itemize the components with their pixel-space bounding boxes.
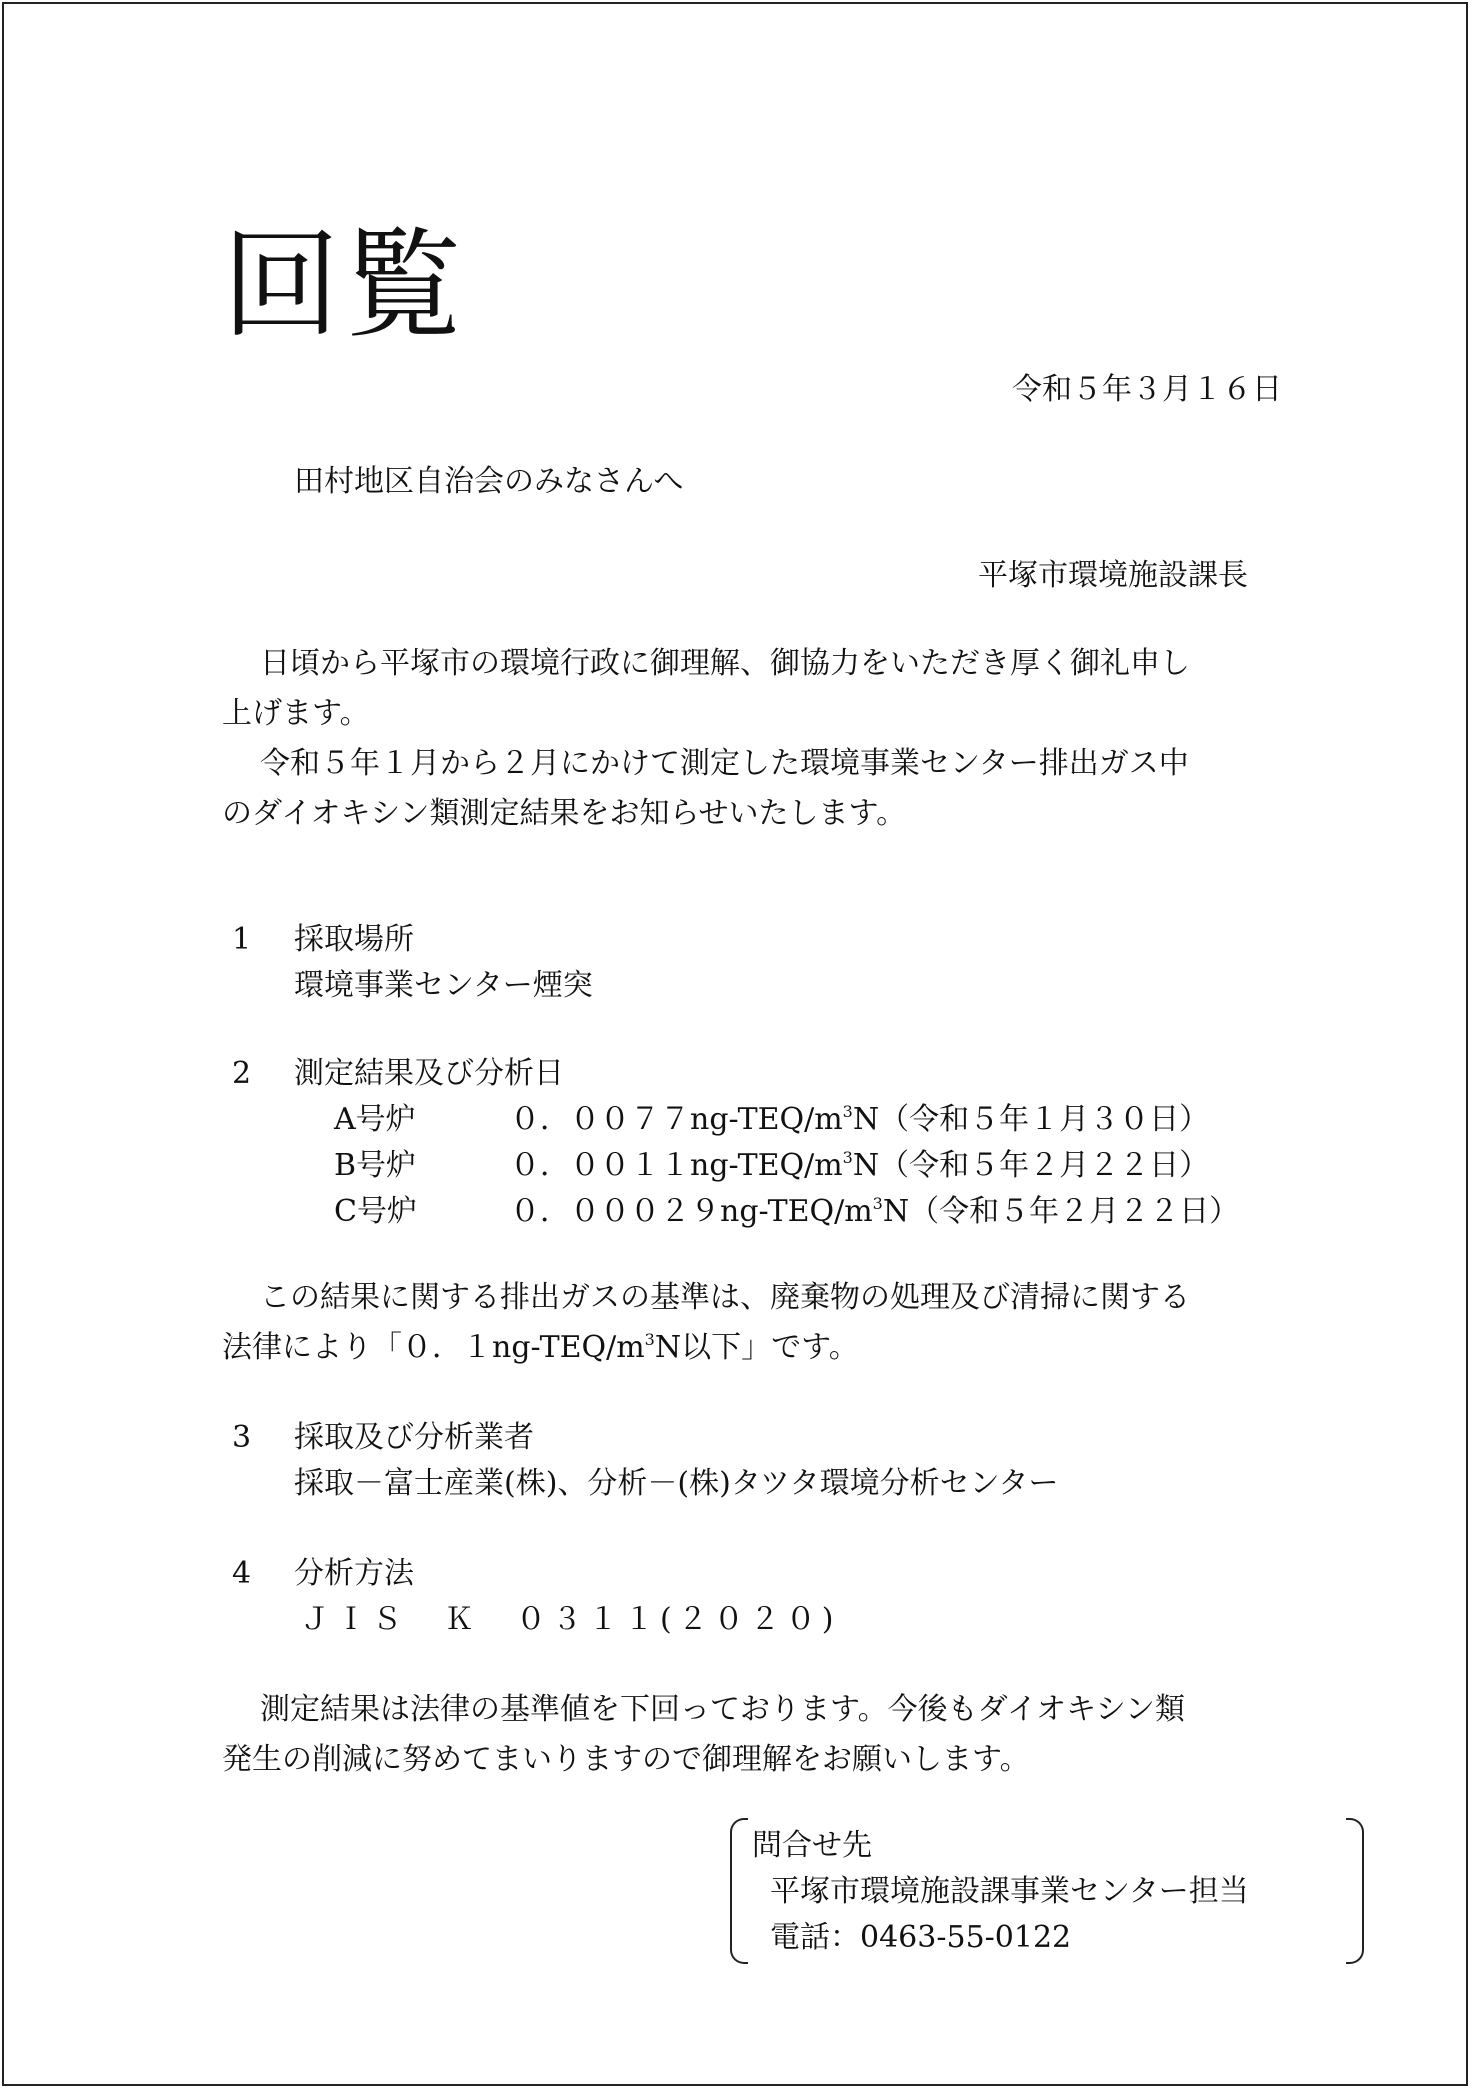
result-label-a: A号炉 (334, 1102, 416, 1137)
contact-phone: 電話：0463-55-0122 (770, 1920, 1072, 1955)
section1-text: 環境事業センター煙突 (294, 968, 593, 1003)
section4-number: 4 (232, 1556, 252, 1591)
contact-bracket-right (1346, 1818, 1364, 1964)
issue-date: 令和５年３月１６日 (1012, 372, 1282, 407)
section3-heading: 採取及び分析業者 (294, 1420, 534, 1455)
contact-bracket-left (730, 1818, 748, 1964)
intro-line-4: のダイオキシン類測定結果をお知らせいたします。 (222, 796, 907, 831)
closing-line-2: 発生の削減に努めてまいりますので御理解をお願いします。 (222, 1742, 1030, 1777)
standard-line-2: 法律により「０．$1ng-TEQ/m^3N$以下」です。 (222, 1330, 859, 1365)
closing-line-1: 測定結果は法律の基準値を下回っております。今後もダイオキシン類 (260, 1692, 1186, 1727)
result-label-c: C号炉 (334, 1194, 417, 1229)
contact-heading: 問合せ先 (752, 1828, 872, 1863)
contact-box (730, 1818, 1364, 1964)
section1-heading: 採取場所 (294, 922, 414, 957)
section2-number: 2 (232, 1056, 252, 1091)
section1-number: 1 (232, 922, 252, 957)
result-value-c: ０．$00029ng-TEQ/m^3N$（令和５年２月２２日） (510, 1194, 1240, 1229)
intro-line-2: 上げます。 (222, 696, 370, 731)
addressee: 田村地区自治会のみなさんへ (294, 464, 684, 499)
sender: 平塚市環境施設課長 (978, 558, 1248, 593)
section3-number: 3 (232, 1420, 252, 1455)
result-value-b: ０．$0011ng-TEQ/m^3N$（令和５年２月２２日） (510, 1148, 1210, 1183)
intro-line-1: 日頃から平塚市の環境行政に御理解、御協力をいただき厚く御礼申し (260, 646, 1190, 681)
section2-heading: 測定結果及び分析日 (294, 1056, 564, 1091)
result-label-b: B号炉 (334, 1148, 417, 1183)
section4-text: ＪＩＳ Ｋ ０３１１(２０２０) (300, 1602, 840, 1637)
section3-text: 採取－富士産業(株)、分析－(株)タツタ環境分析センター (294, 1466, 1059, 1501)
contact-department: 平塚市環境施設課事業センター担当 (770, 1874, 1249, 1909)
section4-heading: 分析方法 (294, 1556, 414, 1591)
result-value-a: ０．$0077ng-TEQ/m^3N$（令和５年１月３０日） (510, 1102, 1210, 1137)
intro-line-3: 令和５年１月から２月にかけて測定した環境事業センター排出ガス中 (260, 746, 1189, 781)
standard-line-1: この結果に関する排出ガスの基準は、廃棄物の処理及び清掃に関する (260, 1280, 1190, 1315)
document-title: 回覧 (222, 216, 467, 354)
